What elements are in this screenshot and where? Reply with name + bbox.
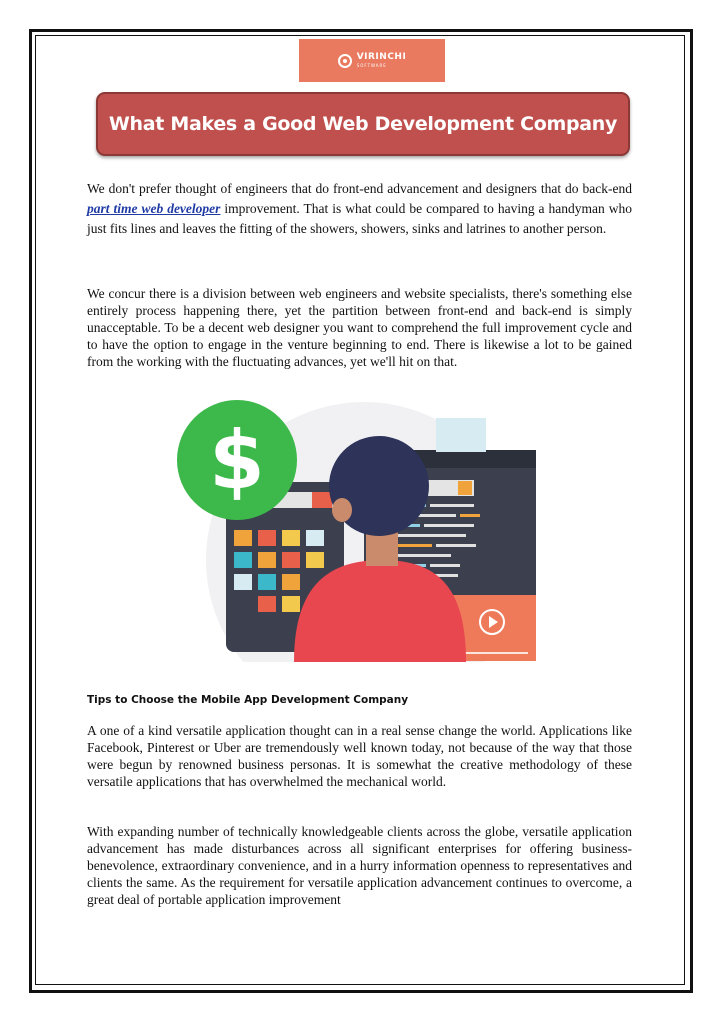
section-heading: Tips to Choose the Mobile App Development Company (87, 694, 409, 706)
logo-tagline: SOFTWARE (356, 63, 387, 68)
paragraph-1 (87, 179, 632, 239)
title-banner (96, 92, 630, 156)
paragraph-1-start: We don't prefer thought of engineers that do front-end advancement and designers that do back-end (87, 181, 632, 196)
paragraph-2: We concur there is a division between web engineers and website specialists, there's something else entirely process happening there, yet the partition between front-end and back-end is simply unacceptable. To be a decent web designer you want to comprehend the full improvement cycle and to have the option to engage in the venture beginning to end. There is likewise a lot to be gained from the working with the fluctuating advances, yet we'll hit on that. (87, 286, 632, 369)
part-time-web-developer-link[interactable]: part time web developer (87, 201, 221, 216)
web-developer-illustration (174, 400, 544, 662)
person-ear (332, 498, 352, 522)
logo-name: VIRINCHI (356, 52, 407, 62)
search-icon (312, 492, 332, 508)
company-logo (299, 39, 445, 82)
dollar-symbol: $ (209, 414, 265, 507)
paragraph-3: A one of a kind versatile application thought can in a real sense change the world. Applications like Facebook, Pinterest or Uber are tremendously well known today, not because of the way that those were begun by renowned business personas. It is somewhat the creative methodology of these versatile applications that has overwhelmed the mechanical world. (87, 723, 632, 789)
paragraph-4: With expanding number of technically knowledgeable clients across the globe, versatile application advancement has made disturbances across all significant enterprises for offering business-benevolence, extraordinary convenience, and in a hurry information openness to representatives and clients the same. As the requirement for versatile application advancement continues to overcome, a great deal of portable application improvement (87, 824, 632, 907)
chart-card (436, 418, 486, 452)
paragraph-1-end: improvement. That is what could be compared to having a handyman who just fits lines and leaves the fitting of the showers, showers, sinks and latrines to another person. (87, 201, 632, 236)
page-title: What Makes a Good Web Development Company (108, 113, 618, 135)
logo-mark-icon (338, 54, 352, 68)
